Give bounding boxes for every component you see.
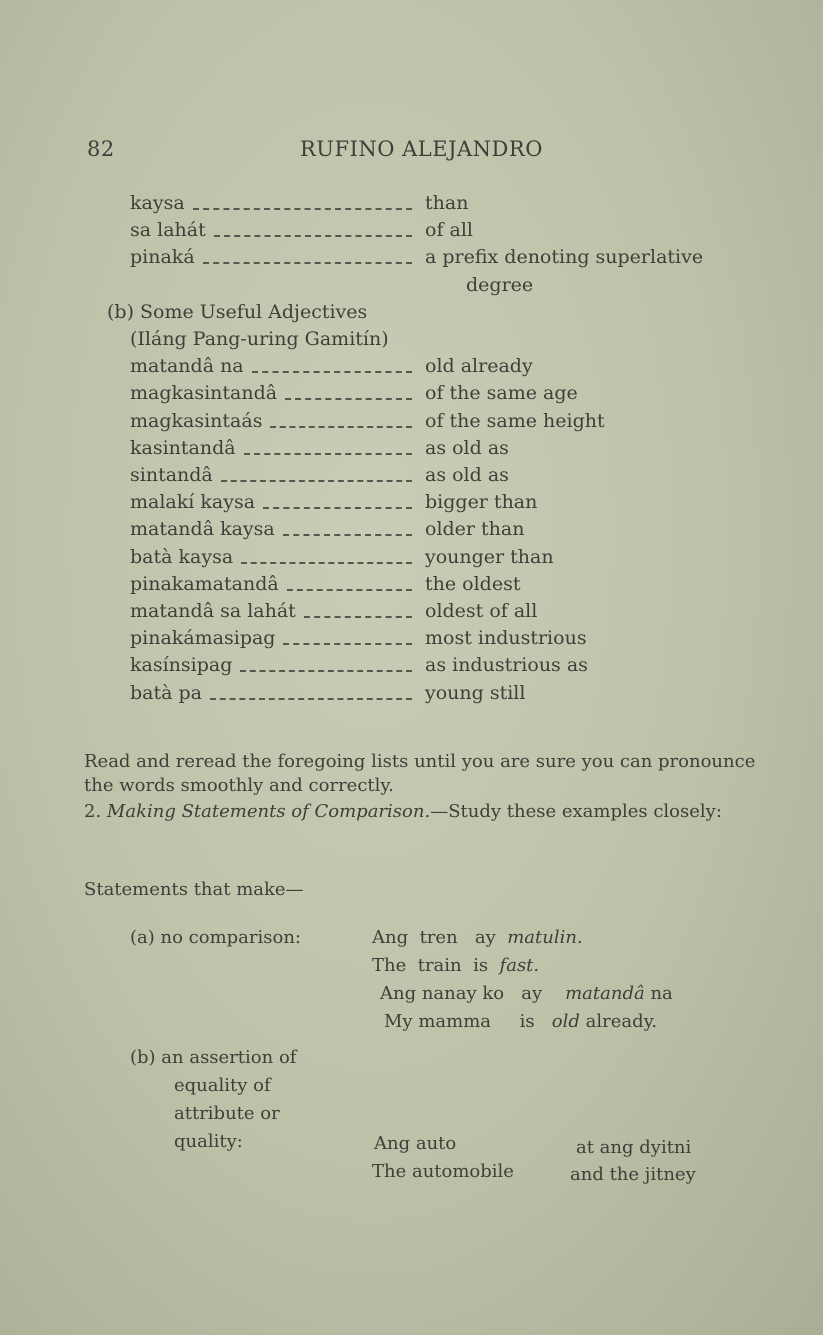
word: na bbox=[650, 983, 673, 1004]
dotted-leader bbox=[252, 371, 412, 373]
example-a-label: (a) no comparison: bbox=[130, 927, 301, 948]
dotted-leader bbox=[241, 562, 412, 564]
dotted-leader bbox=[283, 534, 412, 536]
vocab-gloss: older than bbox=[425, 518, 525, 541]
word: My mamma bbox=[384, 1011, 491, 1032]
example-a-line2 bbox=[372, 952, 539, 979]
dotted-leader bbox=[283, 643, 412, 645]
dotted-leader bbox=[304, 616, 412, 618]
vocab-gloss: oldest of all bbox=[425, 600, 538, 622]
word: tren bbox=[419, 927, 458, 948]
vocab-term: malakí kaysa bbox=[130, 491, 256, 514]
vocab-gloss: as old as bbox=[425, 436, 509, 459]
example-b-line1-left: Ang auto bbox=[374, 1133, 457, 1154]
vocab-term: matandâ na bbox=[130, 355, 244, 378]
word: is bbox=[519, 1011, 535, 1032]
dotted-leader bbox=[263, 507, 412, 509]
vocab-gloss: of all bbox=[425, 219, 473, 242]
page-number: 82 bbox=[87, 137, 115, 161]
vocab-term: matandâ kaysa bbox=[130, 518, 275, 541]
vocab-gloss: of the same age bbox=[425, 382, 578, 405]
dotted-leader bbox=[221, 480, 412, 482]
word: train bbox=[417, 955, 462, 976]
dotted-leader bbox=[270, 426, 412, 428]
dotted-leader bbox=[244, 453, 412, 455]
word: Ang nanay ko bbox=[380, 983, 505, 1004]
vocab-gloss: the oldest bbox=[425, 572, 521, 595]
word: ay bbox=[474, 927, 496, 948]
section-2-paragraph bbox=[84, 800, 774, 824]
section-b-subheading: (Iláng Pang-uring Gamitín) bbox=[130, 328, 389, 350]
example-b-label-4: quality: bbox=[174, 1131, 243, 1152]
word: old bbox=[551, 1011, 580, 1032]
vocab-gloss: bigger than bbox=[425, 491, 538, 514]
section-title: Making Statements of Comparison. bbox=[106, 801, 431, 822]
vocab-term: pinakámasipag bbox=[130, 627, 276, 650]
running-head: RUFINO ALEJANDRO bbox=[300, 137, 543, 161]
vocab-term: magkasintandâ bbox=[130, 382, 278, 405]
word: Ang bbox=[372, 927, 409, 948]
word: matandâ bbox=[565, 983, 645, 1004]
example-a-line3 bbox=[380, 980, 673, 1007]
vocab-term: kasínsipag bbox=[130, 654, 233, 677]
vocab-gloss: of the same height bbox=[425, 409, 605, 432]
vocab-term: kaysa bbox=[130, 192, 185, 214]
vocab-gloss: old already bbox=[425, 355, 533, 378]
example-b-label-1: (b) an assertion of bbox=[130, 1047, 297, 1068]
dotted-leader bbox=[287, 589, 412, 591]
dotted-leader bbox=[240, 670, 412, 672]
vocab-term: sintandâ bbox=[130, 464, 213, 486]
vocab-gloss: a prefix denoting superlative bbox=[425, 246, 704, 269]
word: ay bbox=[521, 983, 543, 1004]
section-number: 2. bbox=[84, 801, 102, 822]
vocab-term: matandâ sa lahát bbox=[130, 600, 296, 622]
vocab-term: magkasintaás bbox=[130, 409, 263, 432]
vocab-term: batà kaysa bbox=[130, 545, 234, 568]
example-b-line1-right: at ang dyitni bbox=[576, 1137, 692, 1158]
vocab-term: pinakamatandâ bbox=[130, 572, 279, 595]
dotted-leader bbox=[285, 398, 412, 400]
example-a-line4 bbox=[384, 1008, 657, 1035]
statements-intro: Statements that make— bbox=[84, 879, 304, 900]
dotted-leader bbox=[210, 698, 412, 700]
instruction-paragraph: Read and reread the foregoing lists until you are sure you can pronounce the words smoothly and correctly. bbox=[84, 751, 756, 796]
vocab-gloss-continuation: degree bbox=[466, 273, 534, 296]
example-a-line1 bbox=[372, 924, 583, 951]
vocab-term: kasintandâ bbox=[130, 436, 236, 459]
vocab-term: pinaká bbox=[130, 246, 195, 269]
vocab-gloss: young still bbox=[425, 681, 526, 704]
vocab-gloss: as old as bbox=[425, 464, 509, 486]
word: fast. bbox=[499, 955, 540, 976]
word: The bbox=[372, 955, 407, 976]
word: is bbox=[473, 955, 489, 976]
example-b-line2-right: and the jitney bbox=[570, 1164, 696, 1185]
example-b-label-3: attribute or bbox=[174, 1103, 280, 1124]
dotted-leader bbox=[193, 208, 412, 210]
example-b-line2-left: The automobile bbox=[372, 1161, 514, 1182]
vocab-term: sa lahát bbox=[130, 219, 206, 242]
vocab-gloss: most industrious bbox=[425, 627, 587, 650]
vocab-gloss: as industrious as bbox=[425, 654, 588, 677]
dotted-leader bbox=[214, 235, 412, 237]
example-b-label-2: equality of bbox=[174, 1075, 271, 1096]
dotted-leader bbox=[203, 262, 412, 264]
word: already. bbox=[585, 1011, 658, 1032]
section-text: —Study these examples closely: bbox=[430, 801, 722, 822]
vocab-gloss: than bbox=[425, 192, 469, 214]
vocab-term: batà pa bbox=[130, 681, 202, 704]
section-b-heading: (b) Some Useful Adjectives bbox=[107, 300, 368, 323]
vocab-gloss: younger than bbox=[425, 545, 554, 568]
word: matulin. bbox=[507, 927, 583, 948]
